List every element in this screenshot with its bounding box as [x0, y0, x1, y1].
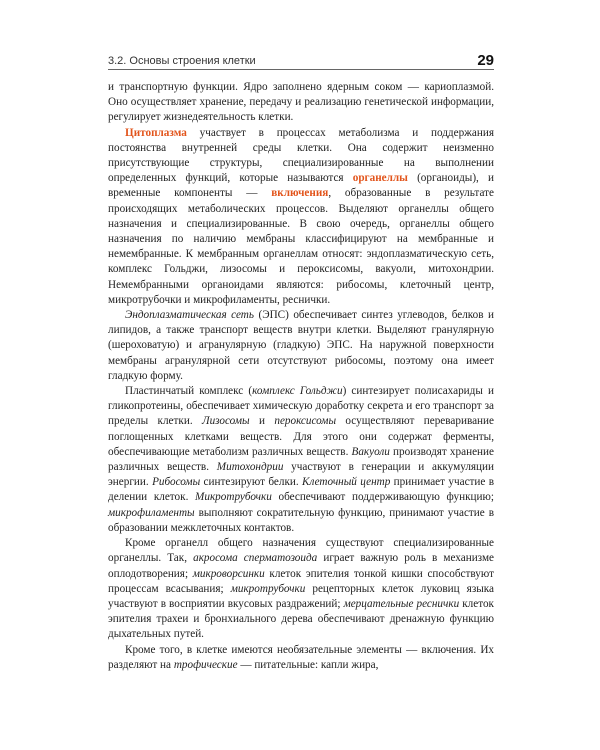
- text-fragment: участвуют в генерации и аккумуляции энергии.: [108, 461, 495, 489]
- italic-term: Эндоплазматическая сеть: [125, 309, 254, 322]
- text-fragment: обеспечивают поддерживающую функцию;: [271, 491, 494, 504]
- text-fragment: Пластинчатый комплекс (: [125, 385, 253, 398]
- text-fragment: — питательные: капли жира,: [237, 658, 379, 671]
- italic-term: микротрубочки: [230, 582, 306, 595]
- italic-term: пероксисомы: [274, 415, 337, 428]
- text-fragment: рецепторных клеток луковиц языка участвуют в восприятии вкусовых раздражений;: [108, 582, 494, 610]
- italic-term: Митохондрии: [216, 461, 284, 474]
- italic-term: Лизосомы: [202, 415, 250, 428]
- text-fragment: играет важную роль в механизме оплодотворения;: [108, 552, 494, 580]
- body-text: [108, 80, 494, 673]
- page-number: 29: [477, 52, 494, 69]
- italic-term: микроворсинки: [192, 567, 265, 580]
- text-fragment: и: [249, 415, 275, 428]
- italic-term: мерцательные реснички: [343, 597, 460, 610]
- header-rule: [108, 69, 494, 70]
- text-fragment: принимает участие в делении клеток.: [108, 476, 495, 504]
- text-fragment: клеток эпителия тонкой кишки способствуют процессам всасывания;: [108, 567, 494, 595]
- paragraph-inclusions: [108, 643, 494, 673]
- text-fragment: синтезируют белки.: [200, 476, 303, 489]
- paragraph-specialized: [108, 536, 494, 642]
- text-fragment: участвует в процессах метаболизма и поддержания постоянства внутренней среды клетки. Она содержит неизменно присутствующие структуры, специализированные на выполнении определенных функций, которые называются: [108, 126, 494, 185]
- italic-term: Микротрубочки: [195, 491, 272, 504]
- text-fragment: производят хранение различных веществ.: [108, 445, 494, 474]
- text-fragment: осуществляют переваривание поглощенных клетками веществ. Для этого они содержат ферменты, обеспечивающие метаболизм различных веществ.: [108, 415, 494, 458]
- text-fragment: Кроме органелл общего назначения существуют специализированные органеллы. Так,: [108, 537, 494, 565]
- italic-term: трофические: [173, 658, 238, 671]
- term-cytoplasm: Цитоплазма: [125, 126, 187, 139]
- italic-term: акросома сперматозоида: [193, 552, 318, 565]
- italic-term: микрофиламенты: [108, 506, 195, 519]
- paragraph-er: [108, 308, 494, 384]
- italic-term: Клеточный центр: [302, 476, 391, 489]
- italic-term: Рибосомы: [152, 476, 201, 489]
- term-inclusions: включения: [271, 187, 329, 200]
- text-fragment: клеток эпителия трахеи и бронхиального дерева обеспечивают дренажную функцию дыхательных путей.: [108, 597, 494, 641]
- text-fragment: , образованные в результате происходящих метаболических процессов. Выделяют органеллы общего назначения и специализированные. В свою очередь, органеллы общего назначения по наличию мембраны классифицируют на мембранные и немембранные. К мембранным органеллам относят: эндоплазматическую сеть, комплекс Гольджи, лизосомы и пероксисомы, вакуоли, митохондрии. Немембранными органоидами являются: рибосомы, клеточный центр, микротрубочки и микрофиламенты, реснички.: [108, 187, 494, 306]
- section-title: 3.2. Основы строения клетки: [108, 55, 256, 67]
- paragraph-nucleus-end: и транспортную функции. Ядро заполнено ядерным соком — кариоплазмой. Оно осуществляет хранение, передачу и реализацию генетической информации, регулирует жизнедеятельность клетки.: [108, 81, 494, 124]
- paragraph-golgi: [108, 384, 494, 536]
- running-head: [108, 50, 494, 70]
- paragraph-cytoplasm: [108, 126, 494, 308]
- text-fragment: (органоиды), и временные компоненты —: [108, 172, 494, 200]
- italic-term: комплекс Гольджи: [252, 385, 343, 398]
- text-fragment: ) синтезирует полисахариды и гликопротеины, обеспечивает химическую доработку секрета и его транспорт за пределы клетки.: [108, 385, 494, 428]
- text-fragment: выполняют сократительную функцию, принимают участие в образовании межклеточных контактов.: [108, 506, 494, 534]
- text-fragment: Кроме того, в клетке имеются необязательные элементы — включения. Их разделяют на: [108, 643, 494, 671]
- term-organelles: органеллы: [352, 172, 408, 185]
- italic-term: Вакуоли: [351, 445, 390, 458]
- text-fragment: (ЭПС) обеспечивает синтез углеводов, белков и липидов, а также транспорт веществ внутри клетки. Выделяют гранулярную (шероховатую) и агранулярную (гладкую) ЭПС. На наружной поверхности мембраны агранулярной сети отсутствуют рибосомы, поэтому она имеет гладкую форму.: [108, 309, 494, 382]
